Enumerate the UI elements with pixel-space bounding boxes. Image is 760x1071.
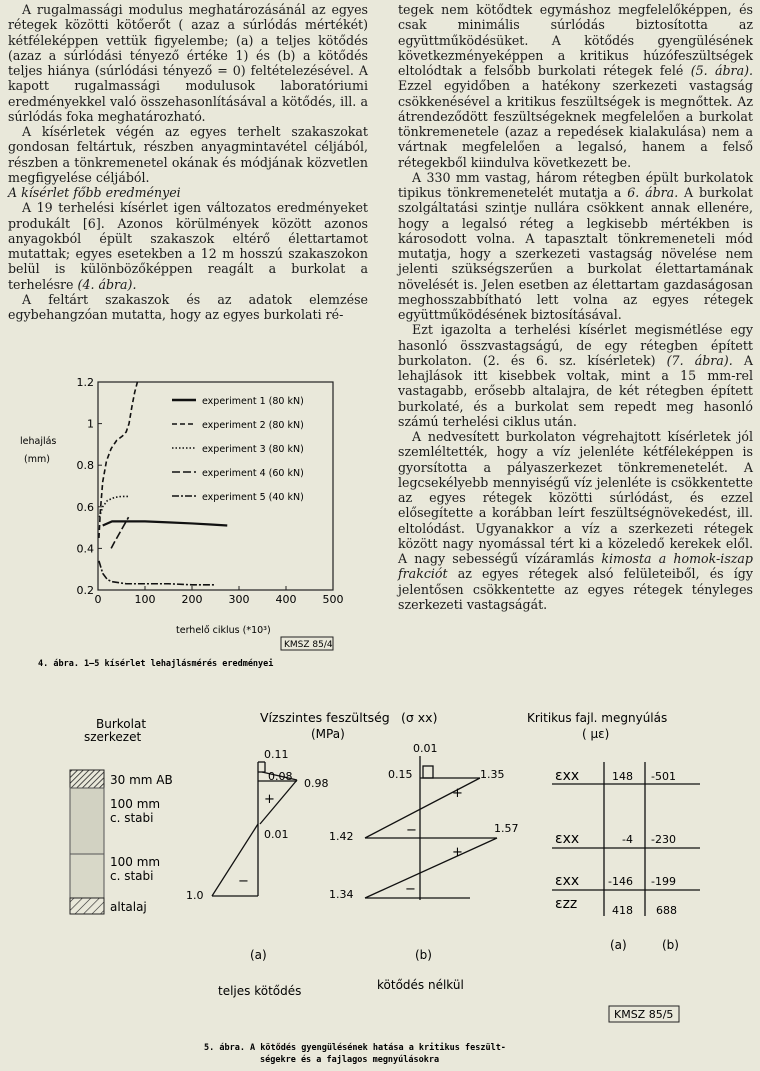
- layer-label: 100 mm: [110, 855, 161, 869]
- strain-value: 418: [612, 904, 633, 917]
- layer-stack: [70, 770, 104, 914]
- strain-unit: ( με): [582, 727, 610, 741]
- sign-minus: −: [405, 882, 416, 897]
- subgrade-layer: [70, 898, 104, 914]
- strain-value: -199: [651, 875, 676, 888]
- sign-minus: −: [406, 823, 417, 838]
- legend-label-4: experiment 4 (60 kN): [202, 468, 304, 479]
- x-axis-label: terhelő ciklus (*10³): [176, 625, 271, 636]
- strain-symbol: εzz: [555, 896, 578, 912]
- layer-label: 30 mm AB: [110, 773, 173, 787]
- strain-value: -146: [608, 875, 633, 888]
- italic-phrase: kimosta a homok-iszap frakciót: [398, 551, 753, 582]
- x-tick-label: 100: [134, 593, 156, 606]
- label-a-table: (a): [610, 938, 627, 952]
- figure-ref: 6. ábra.: [627, 185, 679, 200]
- figure-5-caption: 5. ábra. A kötődés gyengülésének hatása a kritikus feszült-: [204, 1043, 506, 1053]
- paragraph: [398, 2, 753, 170]
- stress-label: 0.01: [264, 828, 289, 841]
- sign-plus: +: [452, 845, 463, 860]
- figure-ref: (7. ábra).: [666, 352, 733, 368]
- stress-label: 1.0: [186, 889, 204, 902]
- x-tick-label: 200: [181, 593, 203, 606]
- strain-title: Kritikus fajl. megnyúlás: [527, 711, 668, 725]
- chart-axes: [98, 382, 333, 590]
- paragraph-text: A 330 mm vastag, három rétegben épült burkolatok tipikus tönkremenetelét mutatja a: [398, 169, 753, 200]
- figure-ref: (5. ábra).: [690, 63, 753, 78]
- layer-label: c. stabi: [110, 811, 154, 825]
- chart-series: [99, 380, 227, 585]
- strain-value: -230: [651, 833, 676, 846]
- paragraph-text: A 19 terhelési kísérlet igen változatos eredményeket produkált [6]. Azonos körülmények között azonos anyagokból épült szakaszok eltérő élettartamot mutattak; egyes esetekben a 12 m hosszú szakaszokon belül is különbözőképpen reagált a burkolat a terhelésre: [8, 200, 368, 292]
- x-tick-label: 500: [322, 593, 344, 606]
- paragraph: [8, 200, 368, 292]
- y-tick-label: 0.8: [76, 459, 94, 473]
- strain-value: 148: [612, 770, 633, 783]
- chart-ticks: [77, 376, 344, 606]
- strain-symbol: εxx: [555, 768, 580, 784]
- y-tick-label: 0.2: [76, 584, 94, 597]
- strain-value: -4: [622, 833, 633, 846]
- paragraph-text: A burkolat szolgáltatási szintje nullára csökkent annak ellenére, hogy a legalsó réteg a legkisebb mértékben is károsodott volna. A tapasztalt tönkremeneteli mód mutatja, hogy a szerkezeti vastagság növelése nem jelenti szükségszerűen a burkolat élettartamának növelését is. Jelen esetben az élettartam gazdaságosan meghosszabbítható lett volna az egyes rétegek együttműködésének biztosításával.: [398, 185, 753, 322]
- strain-value: 688: [656, 904, 677, 917]
- series-line-2: [99, 380, 138, 538]
- legend-label-2: experiment 2 (80 kN): [202, 420, 304, 431]
- stress-label: 0.11: [264, 748, 289, 761]
- stress-unit: (MPa): [311, 727, 345, 741]
- label-a: (a): [250, 948, 267, 962]
- stress-label: 0.98: [304, 777, 329, 790]
- layer-label: 100 mm: [110, 797, 161, 811]
- y-tick-label: 1.2: [76, 376, 94, 389]
- figure-ref: (4. ábra).: [77, 276, 137, 292]
- y-tick-label: 1: [87, 417, 94, 431]
- compression-line: [212, 824, 258, 896]
- y-tick-label: 0.6: [76, 500, 94, 514]
- sigma-symbol: (σ xx): [401, 710, 438, 725]
- paragraph: A feltárt szakaszok és az adatok elemzése egybehangzóan mutatta, hogy az egyes burkolati ré-: [8, 291, 368, 322]
- legend-label-1: experiment 1 (80 kN): [202, 396, 304, 407]
- label-b-table: (b): [662, 938, 679, 952]
- strain-symbol: εxx: [555, 873, 580, 889]
- figure-4-caption: 4. ábra. 1—5 kísérlet lehajlásmérés eredményei: [38, 659, 274, 669]
- paragraph-text: Ezzel egyidőben a hatékony szerkezeti vastagság csökkenésével a kritikus feszültségek is megnőttek. Az átrendeződött feszültségeknek megfelelően a burkolat tönkremenetele (azaz a repedések kialakulása) nem a vártnak megfelelően a legalsó, hanem a felső rétegekből kiindulva következett be.: [398, 78, 753, 170]
- x-tick-label: 300: [228, 593, 250, 606]
- asphalt-layer: [70, 770, 104, 788]
- strain-symbol: εxx: [555, 831, 580, 847]
- stabilized-layer-1: [70, 788, 104, 854]
- series-line-1: [103, 521, 228, 525]
- stabilized-layer-2: [70, 854, 104, 898]
- stamp: KMSZ 85/4: [284, 640, 333, 650]
- top-block: [423, 766, 433, 778]
- paragraph-text: A nedvesített burkolaton végrehajtott kísérletek jól szemléltették, hogy a víz jelenléte kétféleképpen is gyorsította a pályaszerkezet tönkremenetelét. A legcsekélyebb mennyiségű víz jelenléte is csökkentette az egyes rétegek közötti súrlódást, és ezzel elősegítette a korábban leírt feszültségnövekedést, ill. eltolódást. Ugyanakkor a víz a szerkezeti rétegek között nagy nyomással tért ki a közeledő kerekek elől. A nagy sebességű vízáramlás: [398, 429, 753, 566]
- stress-label: 1.34: [329, 888, 354, 901]
- y-axis-label-unit: (mm): [24, 454, 50, 465]
- figure-4-chart: [0, 372, 390, 692]
- y-tick-label: 0.4: [76, 542, 94, 556]
- paragraph: [398, 429, 753, 612]
- burkolat-title: Burkolat: [96, 717, 147, 731]
- plot-frame: [98, 382, 333, 590]
- legend-label-5: experiment 5 (40 kN): [202, 492, 304, 503]
- sign-plus: +: [264, 792, 275, 807]
- strain-value: -501: [651, 770, 676, 783]
- stress-label: 1.57: [494, 822, 519, 835]
- stress-diagram-b: [365, 756, 497, 900]
- no-bond-label: kötődés nélkül: [377, 978, 464, 992]
- y-axis-label: lehajlás: [20, 436, 57, 447]
- chart-legend: [172, 396, 304, 503]
- x-tick-label: 0: [94, 593, 102, 606]
- paragraph: A kísérletek végén az egyes terhelt szakaszokat gondosan feltártuk, részben anyagmintavétel céljából, részben a tönkremenetel okának és módjának közvetlen megfigyelése céljából.: [8, 124, 368, 185]
- stress-label: 0.01: [413, 742, 438, 755]
- x-tick-label: 400: [275, 593, 297, 606]
- figure-5-diagram: [0, 700, 760, 1070]
- stress-label: 0.15: [388, 768, 413, 781]
- paragraph-text: Ezt igazolta a terhelési kísérlet megismétlése egy hasonló összvastagságú, de egy rétegben épített burkolaton. (2. és 6. sz. kísérletek): [398, 322, 753, 368]
- layer-label: c. stabi: [110, 869, 154, 883]
- sign-plus: +: [452, 786, 463, 801]
- paragraph-text: az egyes rétegek alsó felületeiből, és így jelentősen csökkentette az egyes rétegek tényleges szerkezeti vastagságát.: [398, 566, 753, 612]
- diag-line-2: [365, 838, 497, 898]
- series-line-3: [99, 496, 128, 517]
- layer-label: altalaj: [110, 900, 147, 914]
- label-b: (b): [415, 948, 432, 962]
- stress-label: 0.08: [268, 770, 293, 783]
- paragraph: A rugalmassági modulus meghatározásánál az egyes rétegek közötti kötőerőt ( azaz a súrlódás mértékét) kétféleképpen vettük figyelembe; (a) a teljes kötődés (azaz a súrlódási tényező értéke 1) és (b) a kötődés teljes hiánya (súrlódási tényező = 0) feltételezésével. A kapott rugalmassági modulusok laboratóriumi eredményekkel való összehasonlításával a kötődés, ill. a súrlódás foka meghatározható.: [8, 2, 368, 124]
- left-column: [8, 2, 368, 322]
- paragraph: [398, 322, 753, 429]
- figure-5-caption-2: ségekre és a fajlagos megnyúlásokra: [260, 1055, 440, 1065]
- paragraph-text: tegek nem kötődtek egymáshoz megfelelőképpen, és csak minimális súrlódás biztosította az együttműködésüket. A kötődés gyengülésének következményeképpen a kritikus húzófeszültségek eltolódtak a felsőbb burkolati rétegek felé: [398, 2, 753, 78]
- section-heading: A kísérlet főbb eredményei: [8, 185, 181, 200]
- series-line-5: [99, 561, 216, 585]
- stamp: KMSZ 85/5: [614, 1008, 674, 1021]
- paragraph-text: A lehajlások itt kisebbek voltak, mint a 15 mm-rel vastagabb, erősebb altalajra, de két rétegben épített burkolaté, és a burkolat sem repedt meg hasonló számú terhelési ciklus után.: [398, 352, 753, 429]
- burkolat-title-2: szerkezet: [84, 730, 142, 744]
- right-column: [398, 2, 753, 612]
- paragraph: [398, 170, 753, 323]
- legend-label-3: experiment 3 (80 kN): [202, 444, 304, 455]
- stress-label: 1.42: [329, 830, 354, 843]
- sign-minus: −: [238, 874, 249, 889]
- stress-label: 1.35: [480, 768, 505, 781]
- stress-title: Vízszintes feszültség: [260, 710, 390, 725]
- full-bond-label: teljes kötődés: [218, 984, 302, 998]
